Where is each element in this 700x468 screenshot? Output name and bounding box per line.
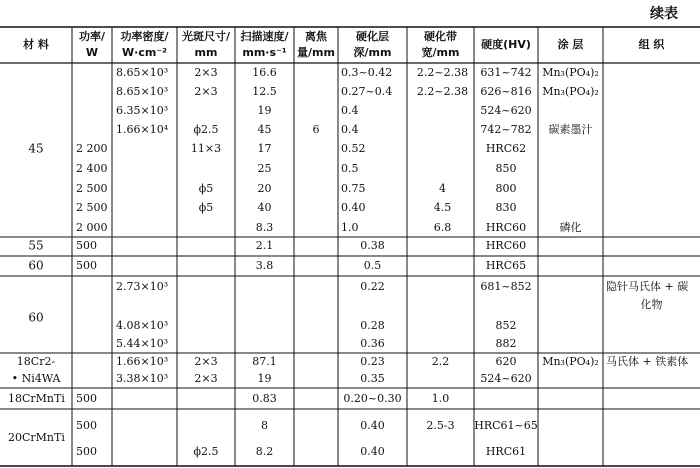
hardness-value: 524~620 xyxy=(480,372,532,385)
density-value: 8.65×10³ xyxy=(116,66,169,79)
power-value: 2 500 xyxy=(76,182,108,195)
speed-value: 19 xyxy=(257,104,272,117)
hardness-value: 631~742 xyxy=(480,66,532,79)
speed-value: 8.3 xyxy=(255,221,274,234)
width-value: 4 xyxy=(439,182,446,195)
depth-value: 0.40 xyxy=(360,445,385,458)
header-cell: 硬化带 xyxy=(424,30,457,43)
power-value: 500 xyxy=(76,419,97,432)
coating-value: 碳素墨汁 xyxy=(548,123,593,136)
coating-value: 磷化 xyxy=(559,221,582,234)
depth-value: 0.22 xyxy=(360,280,385,293)
coating-value: Mn₃(PO₄)₂ xyxy=(542,85,599,98)
header-cell: 材 料 xyxy=(23,38,49,51)
hardness-value: HRC61~65 xyxy=(474,419,538,432)
width-value: 6.8 xyxy=(433,221,452,234)
spot-value: ϕ2.5 xyxy=(193,445,219,458)
speed-value: 16.6 xyxy=(252,66,277,79)
defocus-value: 6 xyxy=(312,123,320,136)
depth-value: 0.27~0.4 xyxy=(341,85,393,98)
depth-value: 0.20~0.30 xyxy=(343,392,402,405)
width-value: 2.2 xyxy=(431,355,450,368)
width-value: 4.5 xyxy=(433,201,452,214)
depth-value: 0.40 xyxy=(360,419,385,432)
depth-value: 0.4 xyxy=(341,123,359,136)
material-label: 20CrMnTi xyxy=(8,431,65,444)
header-cell: 扫描速度/ xyxy=(240,30,289,43)
coating-value: Mn₃(PO₄)₂ xyxy=(542,66,599,79)
header-cell: mm xyxy=(194,46,218,59)
depth-value: 1.0 xyxy=(341,221,359,234)
hardness-value: 626~816 xyxy=(480,85,532,98)
spot-value: 11×3 xyxy=(190,142,222,155)
power-value: 2 400 xyxy=(76,162,108,175)
density-value: 1.66×10³ xyxy=(116,355,169,368)
speed-value: 20 xyxy=(257,182,272,195)
continued-caption: 续表 xyxy=(650,6,678,22)
density-value: 2.73×10³ xyxy=(116,280,169,293)
power-value: 500 xyxy=(76,392,97,405)
hardness-value: HRC65 xyxy=(485,259,527,272)
power-value: 2 200 xyxy=(76,142,108,155)
density-value: 1.66×10⁴ xyxy=(116,123,169,136)
depth-value: 0.52 xyxy=(341,142,366,155)
hardness-value: HRC60 xyxy=(485,239,527,252)
hardness-value: 850 xyxy=(495,162,517,175)
density-value: 4.08×10³ xyxy=(116,319,169,332)
hardness-value: HRC61 xyxy=(485,445,527,458)
spot-value: 2×3 xyxy=(194,372,218,385)
depth-value: 0.40 xyxy=(341,201,366,214)
density-value: 8.65×10³ xyxy=(116,85,169,98)
depth-value: 0.5 xyxy=(341,162,359,175)
speed-value: 8.2 xyxy=(255,445,274,458)
header-cell: 宽/mm xyxy=(421,46,460,59)
hardness-value: 800 xyxy=(495,182,517,195)
speed-value: 0.83 xyxy=(252,392,277,405)
material-label: 18CrMnTi xyxy=(8,392,65,405)
speed-value: 2.1 xyxy=(255,239,274,252)
depth-value: 0.4 xyxy=(341,104,359,117)
hardness-value: 681~852 xyxy=(480,280,532,293)
density-value: 3.38×10³ xyxy=(116,372,169,385)
material-label: • Ni4WA xyxy=(11,372,61,385)
speed-value: 87.1 xyxy=(252,355,277,368)
header-cell: 光斑尺寸/ xyxy=(181,30,231,43)
speed-value: 19 xyxy=(257,372,272,385)
material-label: 45 xyxy=(28,141,44,156)
depth-value: 0.38 xyxy=(360,239,385,252)
header-cell: W xyxy=(85,46,99,59)
hardness-value: 524~620 xyxy=(480,104,532,117)
power-value: 500 xyxy=(76,239,97,252)
speed-value: 8 xyxy=(261,419,268,432)
power-value: 2 000 xyxy=(76,221,108,234)
header-cell: W·cm⁻² xyxy=(122,46,167,59)
header-cell: 功率/ xyxy=(78,30,106,43)
header-cell: 量/mm xyxy=(297,46,335,59)
header-cell: 深/mm xyxy=(353,46,392,59)
header-cell: 硬化层 xyxy=(356,30,389,43)
depth-value: 0.35 xyxy=(360,372,385,385)
material-label: 60 xyxy=(28,258,44,273)
width-value: 2.2~2.38 xyxy=(416,85,469,98)
depth-value: 0.3~0.42 xyxy=(341,66,393,79)
header-cell: 功率密度/ xyxy=(120,30,169,43)
header-cell: 离焦 xyxy=(305,30,327,43)
structure-value: 隐针马氏体 + 碳 xyxy=(606,280,689,293)
speed-value: 25 xyxy=(257,162,272,175)
hardness-value: 830 xyxy=(495,201,517,214)
hardness-value: 620 xyxy=(495,355,517,368)
power-value: 500 xyxy=(76,259,97,272)
hardness-value: HRC60 xyxy=(485,221,527,234)
hardness-value: 742~782 xyxy=(480,123,532,136)
depth-value: 0.75 xyxy=(341,182,366,195)
structure-value: 化物 xyxy=(640,298,663,311)
header-cell: 硬度(HV) xyxy=(481,38,531,51)
coating-value: Mn₃(PO₄)₂ xyxy=(542,355,599,368)
material-label: 18Cr2- xyxy=(16,355,56,368)
speed-value: 17 xyxy=(257,142,272,155)
spot-value: 2×3 xyxy=(194,85,218,98)
density-value: 6.35×10³ xyxy=(116,104,169,117)
width-value: 2.5-3 xyxy=(426,419,455,432)
density-value: 5.44×10³ xyxy=(116,337,169,350)
hardness-value: 852 xyxy=(495,319,517,332)
material-label: 55 xyxy=(28,238,44,253)
material-label: 60 xyxy=(28,310,44,325)
structure-value: 马氏体 + 铁素体 xyxy=(606,355,689,368)
spot-value: 2×3 xyxy=(194,355,218,368)
hardness-value: HRC62 xyxy=(485,142,527,155)
depth-value: 0.5 xyxy=(363,259,382,272)
depth-value: 0.23 xyxy=(360,355,385,368)
header-cell: 涂 层 xyxy=(557,38,584,51)
width-value: 1.0 xyxy=(431,392,450,405)
depth-value: 0.36 xyxy=(360,337,385,350)
hardness-value: 882 xyxy=(495,337,517,350)
speed-value: 45 xyxy=(257,123,272,136)
speed-value: 40 xyxy=(257,201,272,214)
width-value: 2.2~2.38 xyxy=(416,66,469,79)
spot-value: ϕ5 xyxy=(198,182,214,195)
depth-value: 0.28 xyxy=(360,319,385,332)
header-cell: mm·s⁻¹ xyxy=(242,46,287,59)
power-value: 2 500 xyxy=(76,201,108,214)
spot-value: 2×3 xyxy=(194,66,218,79)
speed-value: 3.8 xyxy=(255,259,274,272)
spot-value: ϕ5 xyxy=(198,201,214,214)
header-cell: 组 织 xyxy=(638,38,665,51)
spot-value: ϕ2.5 xyxy=(193,123,219,136)
speed-value: 12.5 xyxy=(252,85,277,98)
power-value: 500 xyxy=(76,445,97,458)
